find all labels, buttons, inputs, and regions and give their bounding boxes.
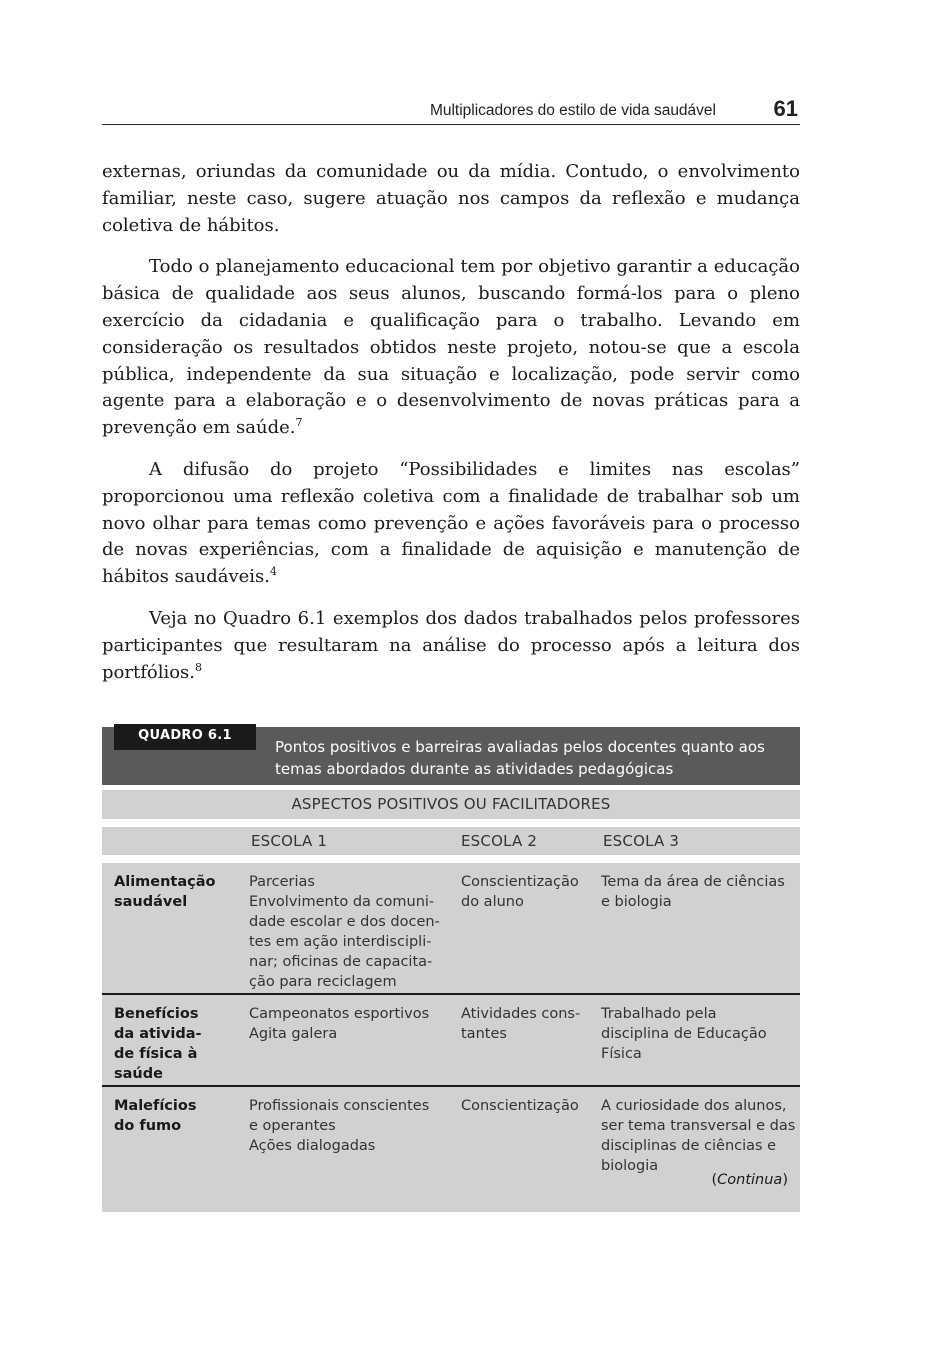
running-header	[102, 96, 800, 125]
paragraph-2	[102, 254, 800, 442]
running-title: Multiplicadores do estilo de vida saudável	[429, 102, 716, 119]
footnote-ref-8: 8	[195, 660, 203, 674]
cell-escola-2: Conscientização do aluno	[461, 874, 579, 910]
continua-close-paren: )	[782, 1172, 788, 1188]
paragraph-1-text: externas, oriundas da comunidade ou da mídia. Contudo, o envolvimento familiar, neste caso, sugere atuação nos campos da reflexão e mudança coletiva de hábitos.	[102, 161, 800, 236]
table-row	[102, 1087, 800, 1202]
quadro-6-1	[102, 727, 800, 1212]
cell-escola-3: A curiosidade dos alunos, ser tema transversal e das disciplinas de ciências e biologia	[601, 1098, 796, 1174]
cell-escola-3: Trabalhado pela disciplina de Educação Física	[601, 1006, 767, 1062]
paragraph-1	[102, 159, 800, 239]
footnote-ref-4: 4	[270, 565, 277, 579]
paragraph-4-text: Veja no Quadro 6.1 exemplos dos dados trabalhados pelos professores participantes que resultaram na análise do processo após a leitura dos portfólios.	[102, 607, 800, 683]
column-headers	[102, 827, 800, 855]
continua-note	[711, 1172, 788, 1188]
table-row	[102, 995, 800, 1087]
page-number: 61	[773, 96, 798, 121]
paragraph-4	[102, 606, 800, 686]
cell-escola-2: Conscientização	[461, 1098, 579, 1114]
column-header-escola-3: ESCOLA 3	[603, 832, 680, 850]
paragraph-2-text: Todo o planejamento educacional tem por objetivo garantir a educação básica de qualidade aos seus alunos, buscando formá-los para o pleno exercício da cidadania e qualificação para o trabalho. Levando em consideração os resultados obtidos neste projeto, notou-se que a escola pública, independente da sua situação e localização, pode servir como agente para a elaboração e o desenvolvimento de novas práticas para a prevenção em saúde.	[102, 256, 800, 439]
quadro-label: QUADRO 6.1	[114, 724, 256, 750]
footnote-ref-7: 7	[295, 416, 303, 430]
table-row	[102, 863, 800, 995]
cell-escola-1: Campeonatos esportivos Agita galera	[249, 1006, 430, 1042]
continua-text: Continua	[717, 1172, 783, 1188]
row-topic: Alimentação saudável	[114, 874, 216, 910]
cell-escola-3: Tema da área de ciências e biologia	[601, 874, 785, 910]
cell-escola-2: Atividades cons- tantes	[461, 1006, 581, 1042]
section-heading: ASPECTOS POSITIVOS OU FACILITADORES	[102, 790, 800, 819]
paragraph-3-text: A difusão do projeto “Possibilidades e limites nas escolas” proporcionou uma reflexão coletiva com a finalidade de trabalhar sob um novo olhar para temas como prevenção e ações favoráveis para o processo de novas experiências, com a finalidade de aquisição e manutenção de hábitos saudáveis.	[102, 458, 800, 588]
quadro-header	[102, 727, 800, 785]
cell-escola-1: Parcerias Envolvimento da comuni- dade escolar e dos docen- tes em ação interdiscipli- nar; oficinas de capacita- ção para reciclagem	[249, 874, 440, 990]
body-text	[102, 159, 800, 701]
row-topic: Benefícios da ativida- de física à saúde	[114, 1006, 202, 1082]
cell-escola-1: Profissionais conscientes e operantes Ações dialogadas	[249, 1098, 430, 1154]
row-topic: Malefícios do fumo	[114, 1098, 197, 1134]
continua-open-paren: (	[711, 1172, 718, 1188]
table-body	[102, 863, 800, 1212]
paragraph-3	[102, 457, 800, 591]
column-header-escola-1: ESCOLA 1	[251, 832, 328, 850]
quadro-title: Pontos positivos e barreiras avaliadas pelos docentes quanto aos temas abordados durante as atividades pedagógicas	[275, 738, 765, 778]
column-header-escola-2: ESCOLA 2	[461, 832, 538, 850]
